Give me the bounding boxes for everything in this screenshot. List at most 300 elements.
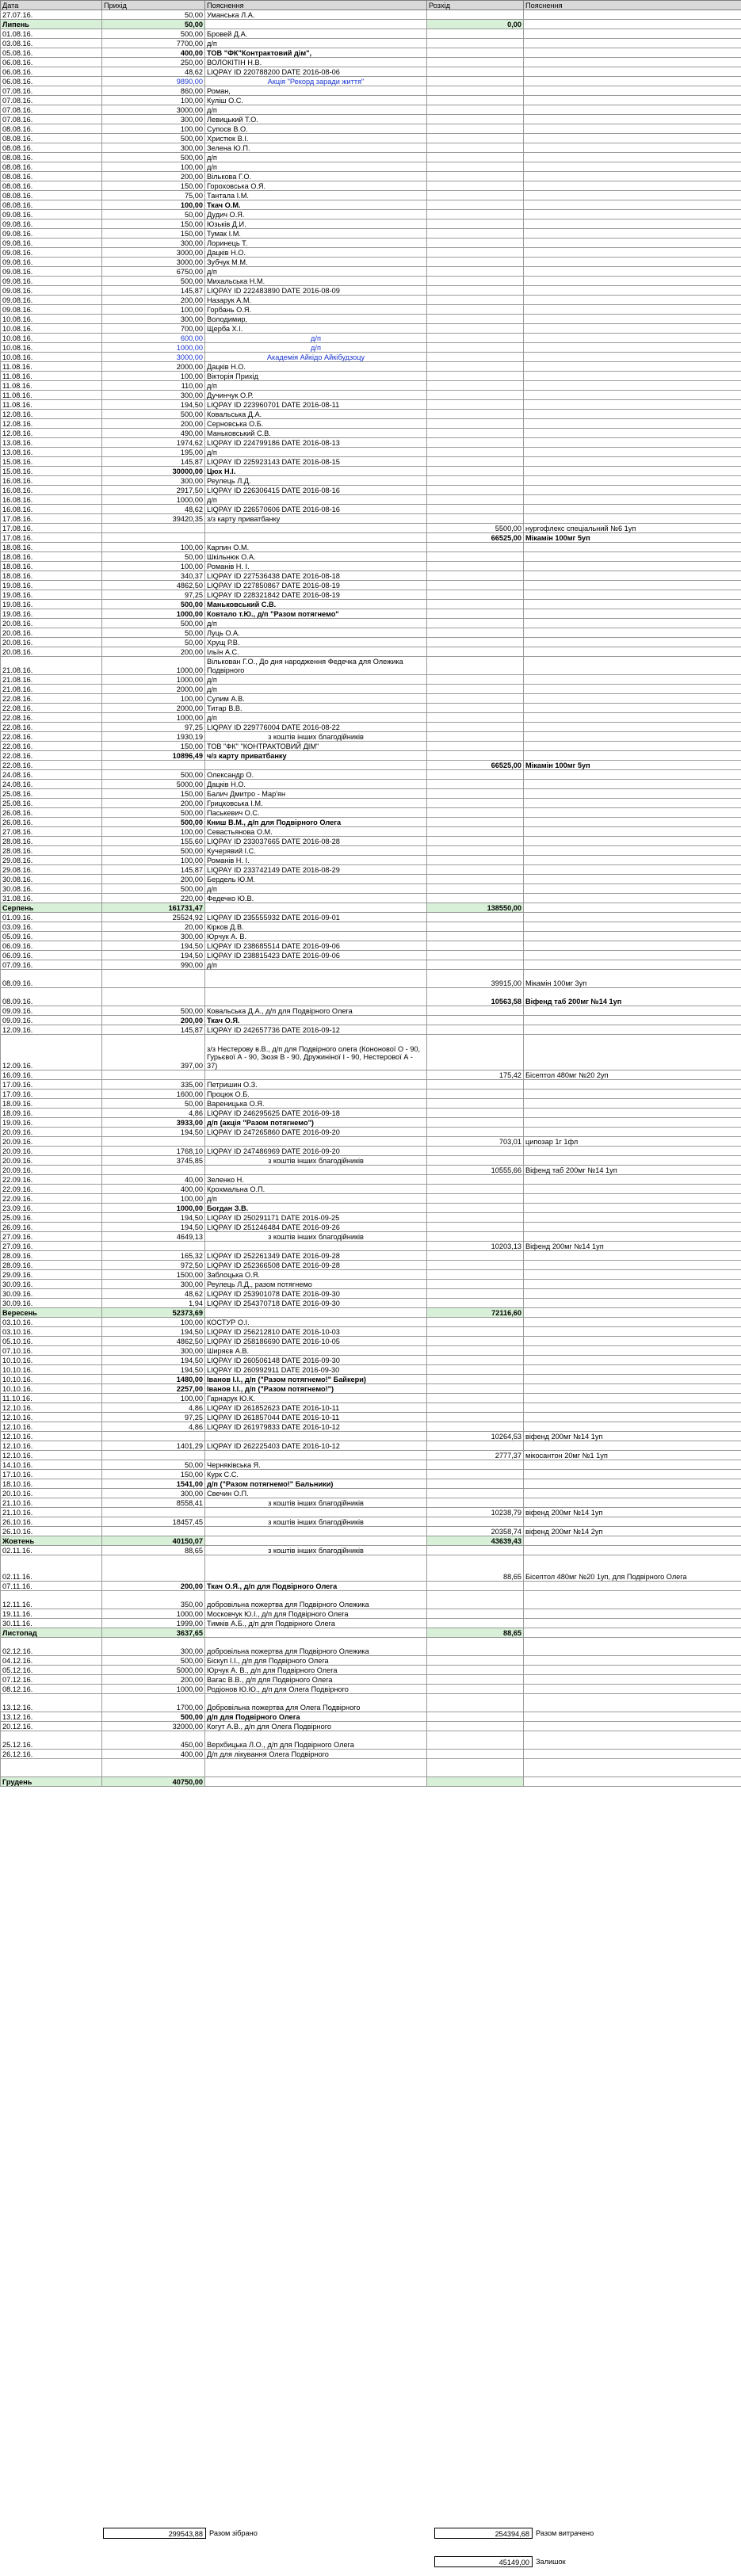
cell-income-note: LIQPAY ID 247486969 DATE 2016-09-20: [205, 1147, 427, 1156]
table-row: [1, 1194, 741, 1204]
cell-income-note: Вареницька О.Я.: [205, 1099, 427, 1109]
cell-expense: [427, 1460, 524, 1470]
cell-expense: [427, 1099, 524, 1109]
cell-income-note: Процюк О.Б.: [205, 1090, 427, 1099]
cell-income-note: LIQPAY ID 229776004 DATE 2016-08-22: [205, 723, 427, 732]
cell-income: 50,00: [102, 552, 205, 562]
table-row: [1, 134, 741, 143]
cell-income-note: LIQPAY ID 261979833 DATE 2016-10-12: [205, 1422, 427, 1432]
cell-date: 22.08.16.: [1, 742, 102, 751]
table-row: [1, 181, 741, 191]
table-row: [1, 647, 741, 657]
cell-expense: [427, 372, 524, 381]
cell-expense-note: [524, 248, 741, 258]
cell-income: 48,62: [102, 67, 205, 77]
cell-date: 15.08.16.: [1, 457, 102, 467]
cell-income: 195,00: [102, 448, 205, 457]
cell-date: 30.11.16.: [1, 1619, 102, 1628]
cell-income: 150,00: [102, 742, 205, 751]
cell-expense-note: [524, 457, 741, 467]
cell-date: 12.10.16.: [1, 1413, 102, 1422]
cell-expense-note: [524, 86, 741, 96]
cell-expense-note: [524, 334, 741, 343]
cell-income: 194,50: [102, 1213, 205, 1223]
cell-expense: [427, 1318, 524, 1327]
table-row: [1, 675, 741, 685]
table-row: [1, 258, 741, 267]
cell-income: 500,00: [102, 770, 205, 780]
cell-income: 500,00: [102, 619, 205, 628]
cell-expense: [427, 1441, 524, 1451]
cell-expense-note: [524, 96, 741, 105]
cell-date: 18.08.16.: [1, 543, 102, 552]
cell-income: 4862,50: [102, 581, 205, 590]
cell-expense-note: [524, 1025, 741, 1035]
cell-income: 100,00: [102, 856, 205, 865]
table-row: [1, 239, 741, 248]
cell-expense-note: [524, 20, 741, 29]
cell-expense: 39915,00: [427, 970, 524, 988]
cell-expense: [427, 391, 524, 400]
cell-expense-note: [524, 704, 741, 713]
table-row: [1, 761, 741, 770]
cell-expense: 10203,13: [427, 1242, 524, 1251]
cell-income: 200,00: [102, 172, 205, 181]
cell-income: 500,00: [102, 134, 205, 143]
cell-income: [102, 1432, 205, 1441]
table-row: [1, 875, 741, 884]
cell-expense-note: [524, 162, 741, 172]
cell-income: 2257,00: [102, 1384, 205, 1394]
cell-date: 20.08.16.: [1, 638, 102, 647]
cell-expense-note: [524, 1712, 741, 1722]
total-spent-value: 254394,68: [434, 2528, 533, 2539]
table-row: [1, 1422, 741, 1432]
cell-income: 194,50: [102, 951, 205, 960]
cell-expense: [427, 1016, 524, 1025]
cell-income: 100,00: [102, 1318, 205, 1327]
cell-date: 28.08.16.: [1, 837, 102, 846]
cell-income: [102, 761, 205, 770]
cell-expense: [427, 875, 524, 884]
cell-income: 1768,10: [102, 1147, 205, 1156]
cell-expense-note: [524, 1656, 741, 1666]
cell-income-note: Книш В.М., д/п для Подвірного Олега: [205, 818, 427, 827]
cell-expense-note: [524, 1185, 741, 1194]
cell-date: 09.08.16.: [1, 305, 102, 315]
cell-expense-note: [524, 391, 741, 400]
cell-income-note: [205, 970, 427, 988]
table-row: [1, 751, 741, 761]
cell-expense-note: [524, 400, 741, 410]
cell-expense-note: [524, 1080, 741, 1090]
cell-income: 200,00: [102, 647, 205, 657]
table-row: [1, 1638, 741, 1656]
cell-expense: [427, 1365, 524, 1375]
cell-expense: [427, 353, 524, 362]
cell-date: 01.09.16.: [1, 913, 102, 922]
cell-income-note: д/п: [205, 267, 427, 277]
table-row: [1, 39, 741, 48]
cell-date: 27.09.16.: [1, 1232, 102, 1242]
cell-expense-note: [524, 581, 741, 590]
cell-expense-note: [524, 514, 741, 524]
cell-expense: [427, 619, 524, 628]
cell-date: 20.09.16.: [1, 1156, 102, 1166]
cell-expense: [427, 334, 524, 343]
cell-income: 200,00: [102, 1582, 205, 1591]
table-row: [1, 1441, 741, 1451]
cell-income-note: Реулець Л.Д., разом потягнемо: [205, 1280, 427, 1289]
cell-expense-note: [524, 865, 741, 875]
cell-income-note: д/п: [205, 153, 427, 162]
table-row: [1, 58, 741, 67]
cell-income: 1000,00: [102, 343, 205, 353]
cell-income-note: LIQPAY ID 253901078 DATE 2016-09-30: [205, 1289, 427, 1299]
cell-date: 21.10.16.: [1, 1508, 102, 1517]
cell-expense-note: [524, 1365, 741, 1375]
cell-income: 4,86: [102, 1403, 205, 1413]
table-row: [1, 1759, 741, 1777]
cell-date: 17.08.16.: [1, 524, 102, 533]
cell-income-note: Біскуп І.І., д/п для Подвірного Олега: [205, 1656, 427, 1666]
cell-expense-note: [524, 1280, 741, 1289]
cell-expense-note: [524, 1118, 741, 1128]
cell-income-note: LIQPAY ID 233742149 DATE 2016-08-29: [205, 865, 427, 875]
table-row: [1, 1270, 741, 1280]
cell-date: 12.09.16.: [1, 1035, 102, 1070]
cell-income-note: [205, 1777, 427, 1787]
cell-income-note: ВОЛОКІТІН Н.В.: [205, 58, 427, 67]
cell-date: 30.08.16.: [1, 875, 102, 884]
cell-income: 1541,00: [102, 1479, 205, 1489]
table-row: [1, 267, 741, 277]
cell-income-note: LIQPAY ID 227850867 DATE 2016-08-19: [205, 581, 427, 590]
cell-date: 08.08.16.: [1, 181, 102, 191]
cell-income: 48,62: [102, 1289, 205, 1299]
table-row: [1, 448, 741, 457]
cell-income: 200,00: [102, 875, 205, 884]
cell-income: 500,00: [102, 818, 205, 827]
cell-date: 26.12.16.: [1, 1750, 102, 1759]
cell-income: [102, 1527, 205, 1536]
cell-income: 500,00: [102, 153, 205, 162]
cell-expense-note: [524, 1470, 741, 1479]
cell-expense-note: [524, 381, 741, 391]
cell-income: 3745,85: [102, 1156, 205, 1166]
cell-income-note: д/п ("Разом потягнемо!" Бальники): [205, 1479, 427, 1489]
cell-date: 29.09.16.: [1, 1270, 102, 1280]
month-total-row: [1, 20, 741, 29]
cell-expense: [427, 1750, 524, 1759]
table-row: [1, 789, 741, 799]
table-row: [1, 353, 741, 362]
cell-income-note: д/п: [205, 884, 427, 894]
cell-date: Листопад: [1, 1628, 102, 1638]
cell-expense-note: [524, 941, 741, 951]
cell-expense: [427, 732, 524, 742]
cell-income-note: LIQPAY ID 223960701 DATE 2016-08-11: [205, 400, 427, 410]
cell-expense: [427, 410, 524, 419]
cell-expense-note: [524, 429, 741, 438]
cell-expense: 88,65: [427, 1555, 524, 1582]
cell-date: 12.11.16.: [1, 1591, 102, 1609]
cell-income: 30000,00: [102, 467, 205, 476]
table-row: [1, 1432, 741, 1441]
month-total-row: [1, 1308, 741, 1318]
cell-income-note: Крохмальна О.П.: [205, 1185, 427, 1194]
cell-income-note: Курк С.С.: [205, 1470, 427, 1479]
cell-expense: [427, 1422, 524, 1432]
table-row: [1, 1299, 741, 1308]
cell-income-note: [205, 1555, 427, 1582]
table-row: [1, 1517, 741, 1527]
cell-expense-note: Віфенд таб 200мг №14 1уп: [524, 1166, 741, 1175]
table-row: [1, 419, 741, 429]
cell-expense-note: [524, 1375, 741, 1384]
cell-income: [102, 533, 205, 543]
cell-date: 20.08.16.: [1, 628, 102, 638]
cell-expense-note: [524, 789, 741, 799]
cell-expense-note: [524, 277, 741, 286]
cell-date: 22.08.16.: [1, 694, 102, 704]
cell-income-note: Титар В.В.: [205, 704, 427, 713]
cell-date: 22.08.16.: [1, 761, 102, 770]
cell-expense-note: [524, 58, 741, 67]
cell-date: 25.08.16.: [1, 799, 102, 808]
cell-expense-note: [524, 1750, 741, 1759]
cell-expense-note: [524, 324, 741, 334]
cell-expense: [427, 1722, 524, 1731]
cell-expense: [427, 1712, 524, 1722]
cell-expense-note: [524, 1722, 741, 1731]
table-row: [1, 248, 741, 258]
cell-expense: [427, 1356, 524, 1365]
cell-income-note: д/п: [205, 685, 427, 694]
cell-date: 25.08.16.: [1, 789, 102, 799]
cell-date: 12.08.16.: [1, 419, 102, 429]
cell-income-note: LIQPAY ID 254370718 DATE 2016-09-30: [205, 1299, 427, 1308]
cell-income: 4,86: [102, 1422, 205, 1432]
cell-expense-note: [524, 1685, 741, 1694]
cell-date: 11.08.16.: [1, 381, 102, 391]
cell-expense: [427, 210, 524, 219]
cell-expense: 2777,37: [427, 1451, 524, 1460]
cell-date: 16.08.16.: [1, 486, 102, 495]
cell-expense-note: Мікамін 100мг 5уп: [524, 761, 741, 770]
cell-income-note: LIQPAY ID 227536438 DATE 2016-08-18: [205, 571, 427, 581]
cell-date: 20.08.16.: [1, 619, 102, 628]
cell-expense-note: ципозар 1г 1фл: [524, 1137, 741, 1147]
cell-expense-note: [524, 1609, 741, 1619]
cell-expense: [427, 429, 524, 438]
cell-income-note: Добровільна пожертва для Олега Подвірного: [205, 1694, 427, 1712]
cell-expense: [427, 1498, 524, 1508]
cell-expense: [427, 381, 524, 391]
cell-expense-note: [524, 951, 741, 960]
cell-expense-note: [524, 343, 741, 353]
cell-date: 02.12.16.: [1, 1638, 102, 1656]
cell-expense-note: [524, 267, 741, 277]
cell-date: 07.12.16.: [1, 1675, 102, 1685]
cell-income: 4,86: [102, 1109, 205, 1118]
cell-expense-note: [524, 1422, 741, 1432]
cell-income-note: Ковальська Д.А.: [205, 410, 427, 419]
cell-income-note: Христюк В.І.: [205, 134, 427, 143]
cell-expense: [427, 1280, 524, 1289]
cell-income: 145,87: [102, 286, 205, 296]
table-row: [1, 1118, 741, 1128]
cell-income-note: [205, 903, 427, 913]
cell-date: 12.10.16.: [1, 1441, 102, 1451]
cell-expense-note: [524, 438, 741, 448]
cell-expense: [427, 1675, 524, 1685]
cell-date: 13.12.16.: [1, 1694, 102, 1712]
table-row: [1, 1289, 741, 1299]
cell-income: 100,00: [102, 200, 205, 210]
cell-income: 2000,00: [102, 704, 205, 713]
cell-income: 194,50: [102, 1128, 205, 1137]
table-row: [1, 1025, 741, 1035]
cell-income: 100,00: [102, 372, 205, 381]
cell-expense: [427, 29, 524, 39]
cell-income-note: Супосв В.О.: [205, 124, 427, 134]
cell-expense: [427, 780, 524, 789]
cell-expense-note: [524, 1337, 741, 1346]
cell-income: 100,00: [102, 827, 205, 837]
cell-income: 1480,00: [102, 1375, 205, 1384]
cell-expense: [427, 315, 524, 324]
cell-date: Жовтень: [1, 1536, 102, 1546]
cell-income: 1000,00: [102, 1685, 205, 1694]
cell-expense: [427, 1204, 524, 1213]
cell-expense-note: [524, 1090, 741, 1099]
table-row: [1, 105, 741, 115]
cell-income-note: Бердель Ю.М.: [205, 875, 427, 884]
cell-expense-note: [524, 609, 741, 619]
cell-income: 32000,00: [102, 1722, 205, 1731]
cell-income-note: Левицький Т.О.: [205, 115, 427, 124]
cell-income: 7700,00: [102, 39, 205, 48]
cell-income: 2000,00: [102, 685, 205, 694]
cell-date: 11.08.16.: [1, 391, 102, 400]
cell-date: 09.08.16.: [1, 210, 102, 219]
cell-expense: [427, 894, 524, 903]
table-row: [1, 334, 741, 343]
cell-date: 23.09.16.: [1, 1204, 102, 1213]
cell-date: 13.12.16.: [1, 1712, 102, 1722]
cell-expense: [427, 818, 524, 827]
cell-income: 4862,50: [102, 1337, 205, 1346]
cell-date: 09.08.16.: [1, 277, 102, 286]
cell-expense-note: [524, 675, 741, 685]
cell-income: 50,00: [102, 210, 205, 219]
cell-expense-note: [524, 1777, 741, 1787]
cell-income-note: Вікторія Прихід: [205, 372, 427, 381]
cell-date: 10.10.16.: [1, 1365, 102, 1375]
cell-date: 08.08.16.: [1, 153, 102, 162]
cell-date: 18.09.16.: [1, 1099, 102, 1109]
cell-income-note: Вількова Г.О.: [205, 172, 427, 181]
cell-income-note: Ткач О.М.: [205, 200, 427, 210]
cell-income-note: LIQPAY ID 226306415 DATE 2016-08-16: [205, 486, 427, 495]
cell-date: 08.08.16.: [1, 191, 102, 200]
cell-expense-note: [524, 619, 741, 628]
cell-expense-note: [524, 1016, 741, 1025]
cell-expense-note: [524, 1318, 741, 1327]
cell-expense-note: [524, 410, 741, 419]
cell-income: 40150,07: [102, 1536, 205, 1546]
table-row: [1, 1375, 741, 1384]
cell-date: 16.08.16.: [1, 495, 102, 505]
cell-expense: [427, 713, 524, 723]
cell-expense-note: [524, 770, 741, 780]
cell-expense-note: [524, 1109, 741, 1118]
table-row: [1, 505, 741, 514]
cell-income: 335,00: [102, 1080, 205, 1090]
cell-income: 10896,49: [102, 751, 205, 761]
table-row: [1, 1204, 741, 1213]
table-row: [1, 856, 741, 865]
cell-income-note: [205, 1070, 427, 1080]
cell-income: 6750,00: [102, 267, 205, 277]
cell-expense: [427, 1175, 524, 1185]
balance-value: 45149,00: [434, 2556, 533, 2567]
cell-income: 340,37: [102, 571, 205, 581]
cell-income-note: д/п: [205, 381, 427, 391]
cell-expense: [427, 1582, 524, 1591]
cell-expense-note: [524, 894, 741, 903]
table-row: [1, 124, 741, 134]
table-row: [1, 922, 741, 932]
cell-date: 18.10.16.: [1, 1479, 102, 1489]
cell-expense: 138550,00: [427, 903, 524, 913]
cell-expense: [427, 1694, 524, 1712]
cell-expense-note: [524, 296, 741, 305]
cell-expense: [427, 448, 524, 457]
cell-date: 10.08.16.: [1, 353, 102, 362]
table-row: [1, 1666, 741, 1675]
cell-expense-note: [524, 315, 741, 324]
cell-expense: [427, 1656, 524, 1666]
cell-expense-note: [524, 495, 741, 505]
table-row: [1, 391, 741, 400]
cell-income-note: Зубчук М.М.: [205, 258, 427, 267]
cell-date: 07.08.16.: [1, 105, 102, 115]
cell-income-note: Юрчук А. В.: [205, 932, 427, 941]
table-row: [1, 732, 741, 742]
table-row: [1, 115, 741, 124]
cell-income: 300,00: [102, 932, 205, 941]
cell-expense: [427, 77, 524, 86]
cell-expense: [427, 1185, 524, 1194]
cell-income: 161731,47: [102, 903, 205, 913]
cell-expense-note: [524, 1299, 741, 1308]
cell-date: [1, 1759, 102, 1777]
table-row: [1, 1185, 741, 1194]
table-row: [1, 86, 741, 96]
cell-income: 500,00: [102, 277, 205, 286]
cell-expense: [427, 505, 524, 514]
cell-income: 150,00: [102, 229, 205, 239]
cell-expense-note: [524, 1232, 741, 1242]
cell-income-note: LIQPAY ID 238685514 DATE 2016-09-06: [205, 941, 427, 951]
cell-income: 165,32: [102, 1251, 205, 1261]
cell-expense-note: [524, 67, 741, 77]
cell-date: 17.08.16.: [1, 533, 102, 543]
cell-expense-note: [524, 647, 741, 657]
cell-expense: [427, 1413, 524, 1422]
